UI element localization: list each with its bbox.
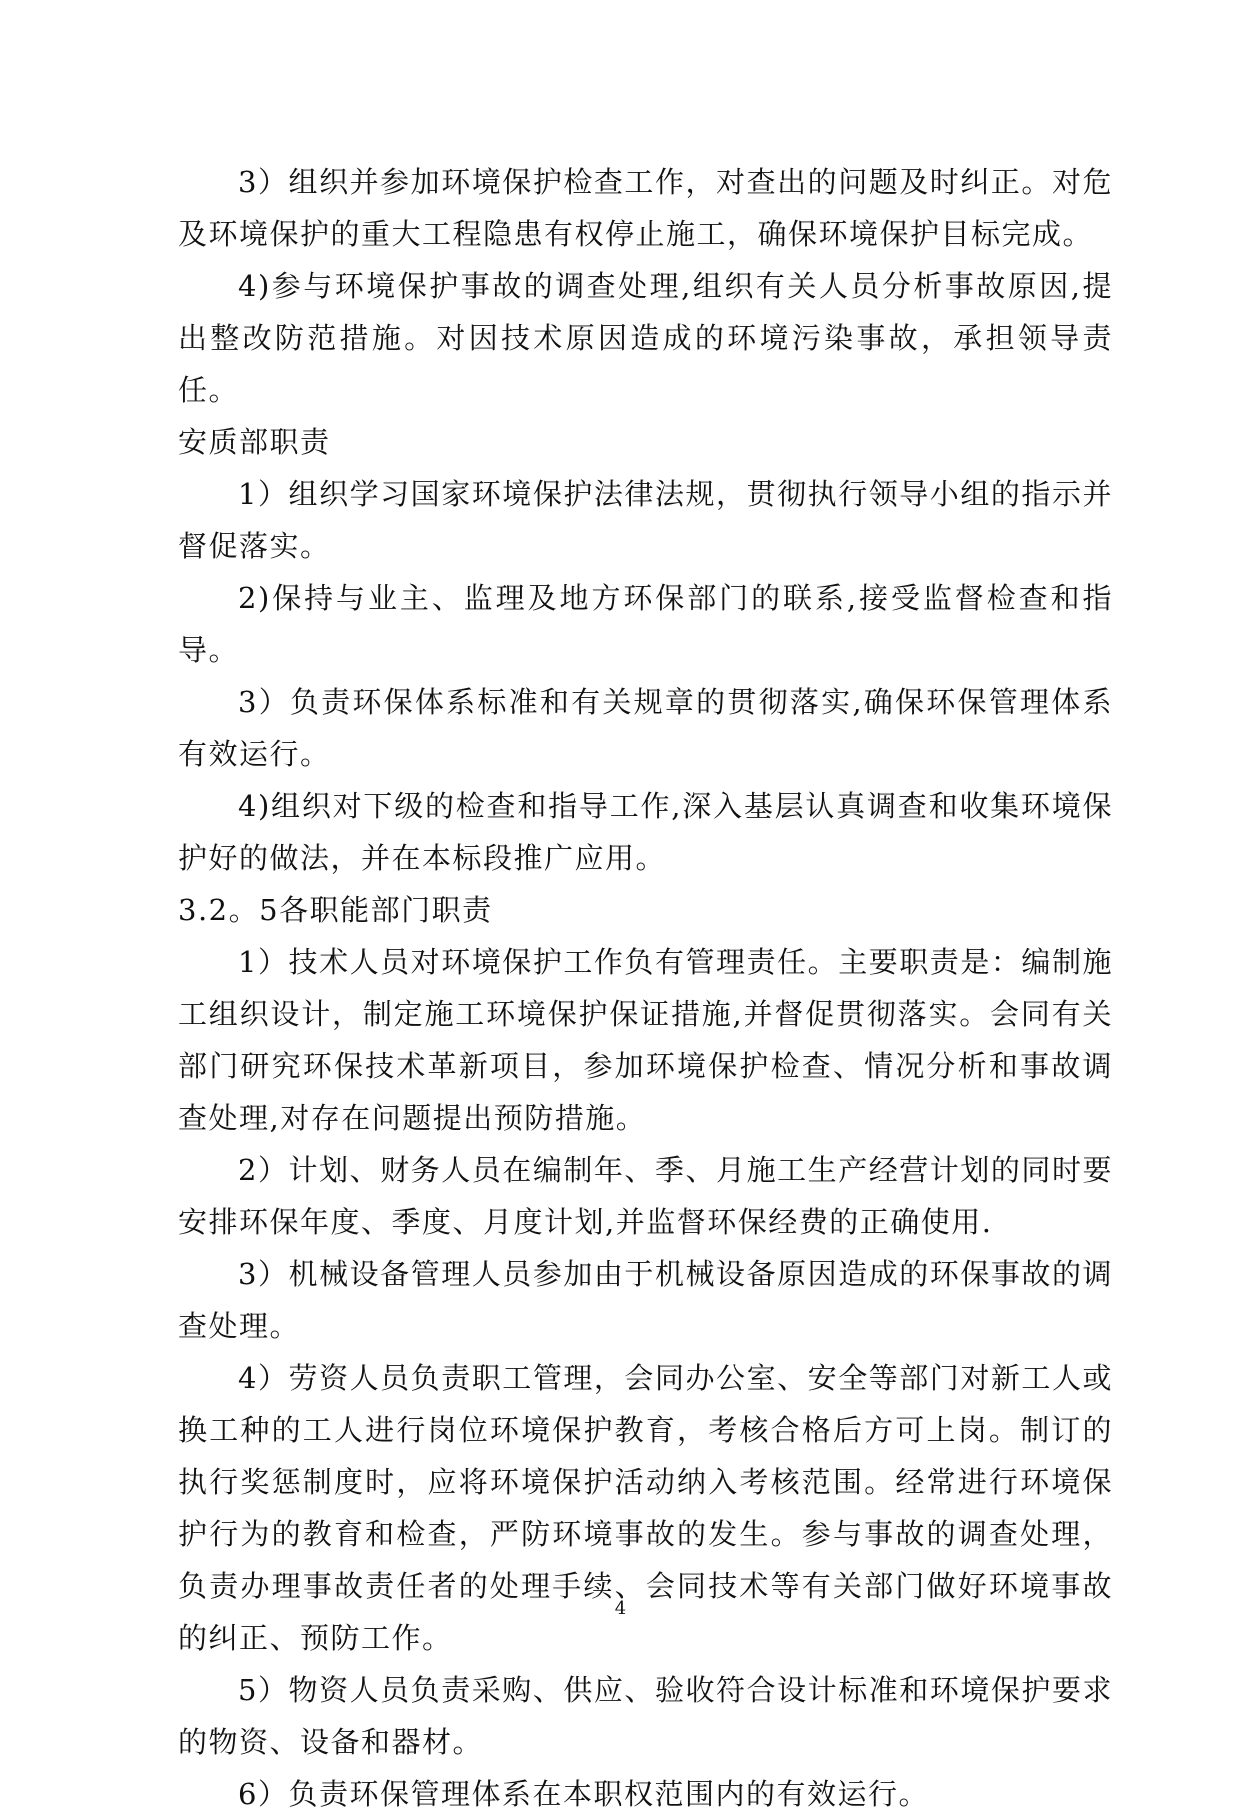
paragraph-liaison: 2)保持与业主、监理及地方环保部门的联系,接受监督检查和指导。 xyxy=(178,581,1113,667)
paragraph-study-laws: 1）组织学习国家环境保护法律法规，贯彻执行领导小组的指示并督促落实。 xyxy=(178,477,1113,563)
paragraph-guidance: 4)组织对下级的检查和指导工作,深入基层认真调查和收集环境保护好的做法，并在本标段推广应用。 xyxy=(178,789,1113,875)
paragraph-technical-staff: 1）技术人员对环境保护工作负有管理责任。主要职责是：编制施工组织设计，制定施工环境保护保证措施,并督促贯彻落实。会同有关部门研究环保技术革新项目，参加环境保护检查、情况分析和事故调查处理,对存在问题提出预防措施。 xyxy=(178,945,1113,1135)
page-number: 4 xyxy=(614,1598,627,1619)
document-body xyxy=(178,156,1113,1820)
paragraph-labor: 4）劳资人员负责职工管理，会同办公室、安全等部门对新工人或换工种的工人进行岗位环境保护教育，考核合格后方可上岗。制订的执行奖惩制度时，应将环境保护活动纳入考核范围。经常进行环境保护行为的教育和检查，严防环境事故的发生。参与事故的调查处理，负责办理事故责任者的处理手续、会同技术等有关部门做好环境事故的纠正、预防工作。 xyxy=(178,1361,1113,1655)
paragraph-planning-finance: 2）计划、财务人员在编制年、季、月施工生产经营计划的同时要安排环保年度、季度、月度计划,并监督环保经费的正确使用. xyxy=(178,1153,1113,1239)
paragraph-machinery: 3）机械设备管理人员参加由于机械设备原因造成的环保事故的调查处理。 xyxy=(178,1257,1113,1343)
paragraph-materials: 5）物资人员负责采购、供应、验收符合设计标准和环境保护要求的物资、设备和器材。 xyxy=(178,1673,1113,1759)
paragraph-accident-investigation: 4)参与环境保护事故的调查处理,组织有关人员分析事故原因,提出整改防范措施。对因技术原因造成的环境污染事故，承担领导责任。 xyxy=(178,269,1113,407)
paragraph-env-check: 3）组织并参加环境保护检查工作，对查出的问题及时纠正。对危及环境保护的重大工程隐患有权停止施工，确保环境保护目标完成。 xyxy=(178,165,1113,251)
paragraph-system-operation: 6）负责环保管理体系在本职权范围内的有效运行。 xyxy=(238,1777,929,1811)
heading-safety-quality-dept: 安质部职责 xyxy=(178,425,331,459)
paragraph-system-standards: 3）负责环保体系标准和有关规章的贯彻落实,确保环保管理体系有效运行。 xyxy=(178,685,1113,771)
heading-department-duties: 3.2。5各职能部门职责 xyxy=(178,893,493,927)
